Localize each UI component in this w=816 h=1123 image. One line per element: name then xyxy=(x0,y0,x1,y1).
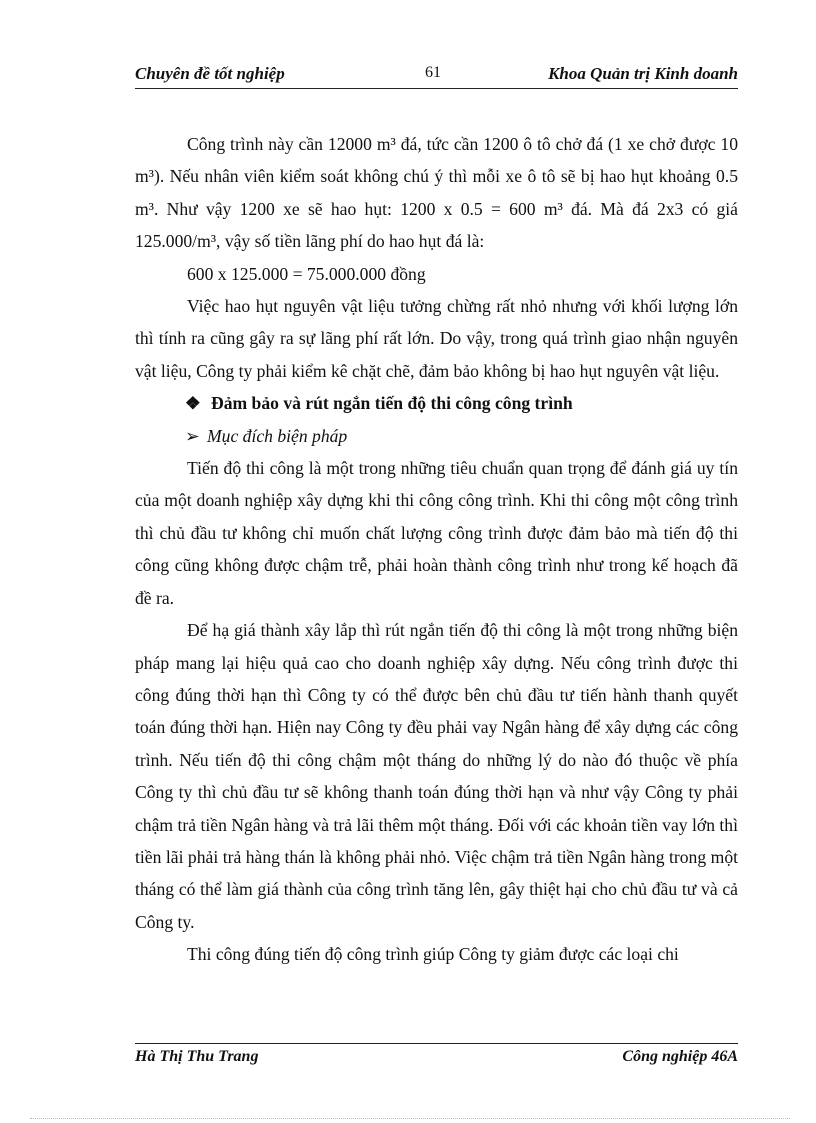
document-body xyxy=(135,128,738,971)
footer-class: Công nghiệp 46A xyxy=(622,1048,738,1065)
paragraph-schedule: Tiến độ thi công là một trong những tiêu chuẩn quan trọng để đánh giá uy tín của một doanh nghiệp xây dựng khi thi công công trình. Khi thi công một công trình thì chủ đầu tư không chỉ muốn chất lượng công trình được đảm bảo mà tiến độ thi công cũng không được chậm trễ, phải hoàn thành công trình như trong kế hoạch đã đề ra. xyxy=(135,458,738,608)
paragraph-cost-reduction: Để hạ giá thành xây lắp thì rút ngắn tiến độ thi công là một trong những biện pháp mang lại hiệu quả cao cho doanh nghiệp xây dựng. Nếu công trình được thi công đúng thời hạn thì Công ty có thể được bên chủ đầu tư tiến hành thanh quyết toán đúng thời hạn. Hiện nay Công ty đều phải vay Ngân hàng để xây dựng các công trình. Nếu tiến độ thi công chậm một tháng do những lý do nào đó thuộc về phía Công ty thì chủ đầu tư sẽ không thanh toán đúng thời hạn và như vậy Công ty phải chậm trả tiền Ngân hàng và trả lãi thêm một tháng. Đối với các khoản tiền vay lớn thì tiền lãi phải trả hàng thán là không phải nhỏ. Việc chậm trả tiền Ngân hàng trong một tháng có thể làm giá thành của công trình tăng lên, gây thiệt hại cho chủ đầu tư và cả Công ty. xyxy=(135,620,738,932)
section-heading-text: Đảm bảo và rút ngắn tiến độ thi công công trình xyxy=(211,393,573,414)
header-department: Khoa Quản trị Kinh doanh xyxy=(548,64,738,83)
paragraph-on-time: Thi công đúng tiến độ công trình giúp Công ty giảm được các loại chi xyxy=(187,944,679,965)
diamond-bullet-icon: ❖ xyxy=(185,393,201,414)
page-footer xyxy=(135,1043,738,1072)
page-number: 61 xyxy=(425,64,441,81)
paragraph-stone-loss: Công trình này cần 12000 m³ đá, tức cần 1200 ô tô chở đá (1 xe chở được 10 m³). Nếu nhân viên kiểm soát không chú ý thì mỗi xe ô tô sẽ bị hao hụt khoảng 0.5 m³. Như vậy 1200 xe sẽ hao hụt: 1200 x 0.5 = 600 m³ đá. Mà đá 2x3 có giá 125.000/m³, vậy số tiền lãng phí do hao hụt đá là: xyxy=(135,134,738,252)
cost-formula: 600 x 125.000 = 75.000.000 đồng xyxy=(187,263,426,284)
header-title: Chuyên đề tốt nghiệp xyxy=(135,64,285,83)
page-edge-divider xyxy=(30,1118,790,1119)
subheading-text: Mục đích biện pháp xyxy=(207,425,348,446)
arrow-bullet-icon: ➢ xyxy=(185,425,200,446)
subheading xyxy=(135,420,738,452)
section-heading xyxy=(135,387,738,419)
footer-author: Hà Thị Thu Trang xyxy=(135,1048,259,1065)
page-header xyxy=(135,64,738,89)
paragraph-material-loss: Việc hao hụt nguyên vật liệu tưởng chừng rất nhỏ nhưng với khối lượng lớn thì tính ra cũng gây ra sự lãng phí rất lớn. Do vậy, trong quá trình giao nhận nguyên vật liệu, Công ty phải kiểm kê chặt chẽ, đảm bảo không bị hao hụt nguyên vật liệu. xyxy=(135,296,738,381)
